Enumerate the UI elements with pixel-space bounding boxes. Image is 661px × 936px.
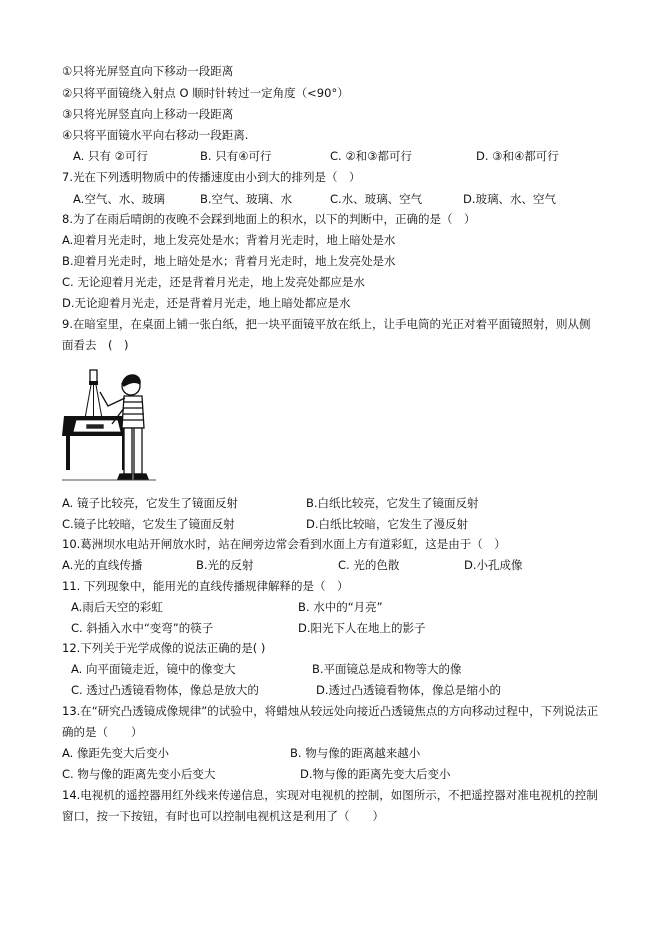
q11-choice-c: C. 斜插入水中“变弯”的筷子 (71, 621, 214, 635)
q12-choice-b: B.平面镜总是成和物等大的像 (312, 662, 462, 676)
option-1: ①只将光屏竖直向下移动一段距离 (62, 64, 234, 78)
q8-choice-a: A.迎着月光走时，地上发亮处是水；背着月光走时，地上暗处是水 (62, 233, 396, 247)
q8-choice-d: D.无论迎着月光走，还是背着月光走，地上暗处都应是水 (62, 296, 351, 310)
q13-choice-c: C. 物与像的距离先变小后变大 (62, 767, 216, 781)
q7-choice-c: C.水、玻璃、空气 (330, 192, 423, 206)
q7-choice-a: A.空气、水、玻璃 (73, 192, 165, 206)
q12-choice-d: D.透过凸透镜看物体，像总是缩小的 (316, 683, 502, 697)
option-4: ④只将平面镜水平向右移动一段距离. (62, 128, 249, 142)
q9-choice-c: C.镜子比较暗，它发生了镜面反射 (62, 517, 235, 531)
q7-choice-d: D.玻璃、水、空气 (463, 192, 557, 206)
q13-choice-a: A. 像距先变大后变小 (62, 746, 169, 760)
q7-choice-b: B.空气、玻璃、水 (200, 192, 293, 206)
q14-stem-line1: 14.电视机的遥控器用红外线来传递信息，实现对电视机的控制，如图所示，不把遥控器对准电视机的控制 (62, 788, 598, 802)
q10-choice-c: C. 光的色散 (338, 558, 400, 572)
option-3: ③只将光屏竖直向上移动一段距离 (62, 107, 234, 121)
q8-choice-c: C. 无论迎着月光走，还是背着月光走，地上发亮处都应是水 (62, 275, 365, 289)
q9-choice-d: D.白纸比较暗，它发生了漫反射 (306, 517, 469, 531)
option-2: ②只将平面镜绕入射点 O 顺时针转过一定角度（<90°） (62, 86, 349, 100)
q10-choice-b: B.光的反射 (196, 558, 254, 572)
q8-stem: 8.为了在雨后晴朗的夜晚不会踩到地面上的积水，以下的判断中，正确的是（ ） (62, 212, 476, 226)
q12-choice-a: A. 向平面镜走近，镜中的像变大 (71, 662, 236, 676)
q13-stem-line2: 确的是（ ） (62, 725, 143, 739)
table (62, 416, 132, 470)
flashlight-icon (89, 370, 98, 385)
q10-stem: 10.葛洲坝水电站开闸放水时，站在闸旁边常会看到水面上方有道彩虹，这是由于（ ） (62, 537, 506, 551)
q12-choice-c: C. 透过凸透镜看物体，像总是放大的 (71, 683, 259, 697)
q11-choice-d: D.阳光下人在地上的影子 (298, 621, 426, 635)
flashlight-mirror-figure (62, 364, 156, 492)
q9-stem-line2: 面看去 ( ) (62, 338, 129, 352)
q12-stem: 12.下列关于光学成像的说法正确的是( ) (62, 641, 266, 655)
q13-choice-d: D.物与像的距离先变大后变小 (300, 767, 451, 781)
q13-stem-line1: 13.在“研究凸透镜成像规律”的试验中，将蜡烛从较远处向接近凸透镜焦点的方向移动过程中，下列说法正 (62, 704, 599, 718)
q9-choice-b: B.白纸比较亮，它发生了镜面反射 (306, 496, 479, 510)
q7-stem: 7.光在下列透明物质中的传播速度由小到大的排列是（ ） (62, 170, 361, 184)
q11-choice-a: A.雨后天空的彩虹 (71, 600, 163, 614)
q14-stem-line2: 窗口，按一下按钮，有时也可以控制电视机这是利用了（ ） (62, 809, 384, 823)
mirror (86, 424, 104, 429)
q6-choice-a: A. 只有 ②可行 (73, 149, 148, 163)
q11-stem: 11. 下列现象中，能用光的直线传播规律解释的是（ ） (62, 579, 349, 593)
q9-stem-line1: 9.在暗室里，在桌面上铺一张白纸，把一块平面镜平放在纸上，让手电筒的光正对着平面镜照射，则从侧 (62, 317, 591, 331)
q9-choice-a: A. 镜子比较亮，它发生了镜面反射 (62, 496, 238, 510)
q6-choice-c: C. ②和③都可行 (330, 149, 412, 163)
q11-choice-b: B. 水中的“月亮” (298, 600, 383, 614)
q10-choice-a: A.光的直线传播 (62, 558, 143, 572)
q13-choice-b: B. 物与像的距离越来越小 (290, 746, 421, 760)
q6-choice-b: B. 只有④可行 (200, 149, 272, 163)
q10-choice-d: D.小孔成像 (464, 558, 523, 572)
q6-choice-d: D. ③和④都可行 (476, 149, 559, 163)
q8-choice-b: B.迎着月光走时，地上暗处是水；背着月光走时，地上发亮处是水 (62, 254, 396, 268)
